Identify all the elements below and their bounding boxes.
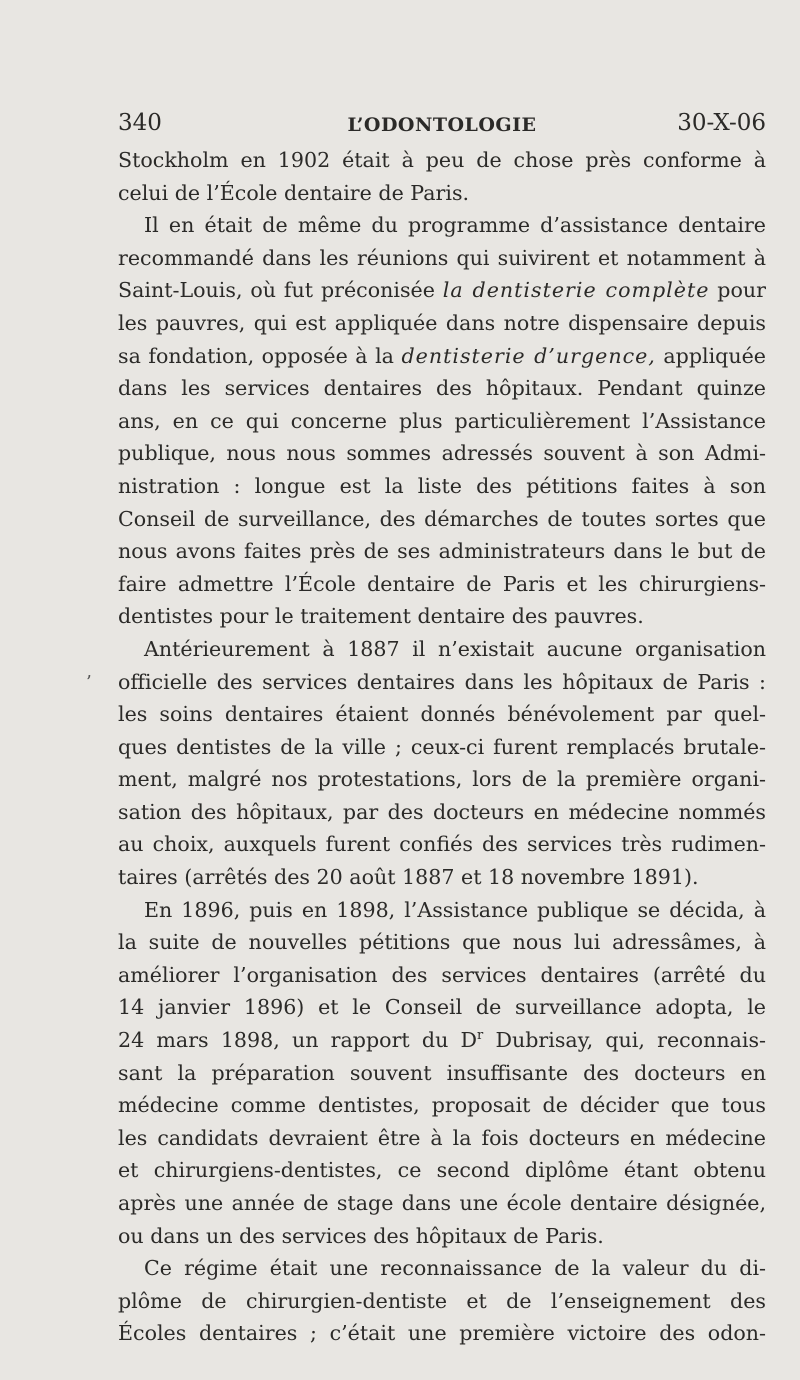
line-text: 24 mars 1898, un rapport du D	[118, 1028, 478, 1053]
text-line: Stockholm en 1902 était à peu de chose près conforme à	[118, 148, 766, 172]
text-line: les candidats devraient être à la fois docteurs en médecine	[118, 1125, 766, 1150]
text-line: ans, en ce qui concerne plus particulièrement l’Assistance	[118, 408, 766, 433]
text-line: dans les services dentaires des hôpitaux. Pendant quinze	[118, 376, 766, 401]
text-line: Antérieurement à 1887 il n’existait aucune organisation	[144, 636, 766, 661]
text-line: recommandé dans les réunions qui suivirent et notamment à	[118, 245, 766, 270]
text-line: Ce régime était une reconnaissance de la valeur du di-	[144, 1256, 766, 1281]
text-line: la suite de nouvelles pétitions que nous lui adressâmes, à	[118, 930, 766, 955]
line-text: sa fondation, opposée à la	[118, 343, 402, 368]
italic-phrase: la dentisterie complète	[442, 278, 710, 303]
text-line: médecine comme dentistes, proposait de décider que tous	[118, 1093, 766, 1118]
text-line: dentistes pour le traitement dentaire des pauvres.	[118, 604, 644, 629]
superscript: r	[477, 1028, 484, 1044]
journal-title: L’ODONTOLOGIE	[347, 114, 537, 136]
text-line: Il en était de même du programme d’assistance dentaire	[144, 213, 766, 238]
line-text: Dubrisay, qui, reconnais-	[483, 1028, 766, 1053]
text-line: sant la préparation souvent insuffisante des docteurs en	[118, 1060, 766, 1085]
text-line: après une année de stage dans une école dentaire désignée,	[118, 1191, 766, 1215]
margin-mark: ’	[86, 672, 92, 693]
text-line: ques dentistes de la ville ; ceux-ci furent remplacés brutale-	[118, 734, 766, 759]
text-line: nous avons faites près de ses administrateurs dans le but de	[118, 539, 766, 564]
text-line: celui de l’École dentaire de Paris.	[118, 180, 470, 205]
text-line: les pauvres, qui est appliquée dans notre dispensaire depuis	[118, 310, 766, 335]
text-line: plôme de chirurgien-dentiste et de l’enseignement des	[118, 1288, 766, 1313]
running-header	[118, 108, 766, 142]
text-line: améliorer l’organisation des services dentaires (arrêté du	[118, 962, 766, 987]
line-text: appliquée	[655, 343, 766, 368]
text-line: Conseil de surveillance, des démarches de toutes sortes que	[118, 506, 766, 531]
body-text	[118, 144, 766, 1350]
line-text: Saint-Louis, où fut préconisée	[118, 278, 443, 303]
text-line: En 1896, puis en 1898, l’Assistance publique se décida, à	[144, 897, 766, 922]
text-line: 14 janvier 1896) et le Conseil de surveillance adopta, le	[118, 995, 766, 1020]
text-line: au choix, auxquels furent confiés des services très rudimen-	[118, 832, 766, 857]
text-line: ment, malgré nos protestations, lors de la première organi-	[118, 767, 766, 792]
text-line	[118, 1024, 766, 1057]
text-line: officielle des services dentaires dans les hôpitaux de Paris :	[118, 669, 766, 694]
line-text: pour	[709, 278, 766, 303]
text-line: ou dans un des services des hôpitaux de Paris.	[118, 1223, 604, 1248]
text-line: sation des hôpitaux, par des docteurs en médecine nommés	[118, 799, 766, 824]
issue-date: 30-X-06	[677, 110, 766, 136]
italic-phrase: dentisterie d’urgence,	[401, 343, 656, 368]
text-line	[118, 340, 766, 373]
text-line: et chirurgiens-dentistes, ce second diplôme étant obtenu	[118, 1158, 766, 1183]
text-line	[118, 274, 766, 307]
page-number: 340	[118, 110, 162, 136]
text-line: publique, nous nous sommes adressés souvent à son Admi-	[118, 441, 766, 466]
text-line: les soins dentaires étaient donnés bénévolement par quel-	[118, 702, 766, 727]
text-line: nistration : longue est la liste des pétitions faites à son	[118, 473, 766, 498]
text-line: faire admettre l’École dentaire de Paris et les chirurgiens-	[118, 571, 766, 596]
text-line: Écoles dentaires ; c’était une première victoire des odon-	[118, 1321, 766, 1346]
text-line: taires (arrêtés des 20 août 1887 et 18 novembre 1891).	[118, 865, 699, 890]
